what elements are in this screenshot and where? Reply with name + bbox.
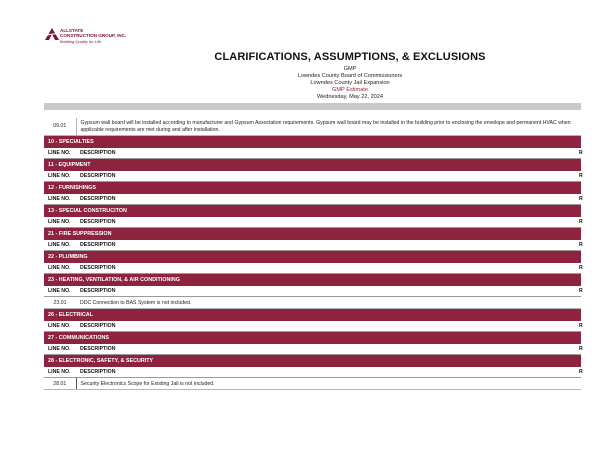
document-date: Wednesday, May 22, 2024	[316, 94, 384, 100]
column-header-row	[44, 171, 581, 182]
section-header-row	[44, 251, 581, 264]
line-no-header: LINE NO.	[44, 217, 76, 228]
section-title: 10 - SPECIALTIES	[44, 136, 581, 149]
column-header-row	[44, 240, 581, 251]
line-number: 23.01	[44, 297, 76, 309]
document-subtitle: GMP	[343, 66, 357, 72]
header-divider-band	[44, 103, 581, 110]
line-description: Security Electronics Scope for Existing Jail is not included.	[76, 378, 581, 390]
section-title: 22 - PLUMBING	[44, 251, 581, 264]
section-title: 11 - EQUIPMENT	[44, 159, 581, 172]
truncated-column-header: R	[575, 286, 581, 297]
section-header-row	[44, 332, 581, 345]
logo-tagline: Building Quality for Life	[60, 39, 102, 44]
logo-company-line1: ALLSTATE	[60, 28, 84, 33]
description-header: DESCRIPTION	[76, 367, 575, 378]
line-no-header: LINE NO.	[44, 148, 76, 159]
section-title: 12 - FURNISHINGS	[44, 182, 581, 195]
section-header-row	[44, 159, 581, 172]
truncated-column-header: R	[575, 263, 581, 274]
truncated-column-header: R	[575, 240, 581, 251]
line-description: DDC Connection to BAS System is not included.	[76, 297, 581, 309]
column-header-row	[44, 367, 581, 378]
column-header-row	[44, 321, 581, 332]
line-number: 28.01	[44, 378, 76, 390]
section-title: 26 - ELECTRICAL	[44, 309, 581, 322]
column-header-row	[44, 344, 581, 355]
company-logo	[44, 27, 134, 49]
section-title: 23 - HEATING, VENTILATION, & AIR CONDITIONING	[44, 274, 581, 287]
description-header: DESCRIPTION	[76, 240, 575, 251]
line-no-header: LINE NO.	[44, 240, 76, 251]
description-header: DESCRIPTION	[76, 171, 575, 182]
section-header-row	[44, 205, 581, 218]
truncated-column-header: R	[575, 171, 581, 182]
section-title: 21 - FIRE SUPPRESSION	[44, 228, 581, 241]
truncated-column-header: R	[575, 367, 581, 378]
section-title: 13 - SPECIAL CONSTRUCITON	[44, 205, 581, 218]
client-name: Lowndes County Board of Commissioners	[297, 73, 403, 79]
column-header-row	[44, 217, 581, 228]
table-row	[44, 378, 581, 390]
column-header-row	[44, 263, 581, 274]
section-title: 27 - COMMUNICATIONS	[44, 332, 581, 345]
line-no-header: LINE NO.	[44, 263, 76, 274]
description-header: DESCRIPTION	[76, 286, 575, 297]
line-no-header: LINE NO.	[44, 321, 76, 332]
section-header-row	[44, 182, 581, 195]
line-no-header: LINE NO.	[44, 367, 76, 378]
document-title: CLARIFICATIONS, ASSUMPTIONS, & EXCLUSIONS	[214, 51, 486, 63]
section-header-row	[44, 274, 581, 287]
section-header-row	[44, 136, 581, 149]
table-row	[44, 118, 581, 136]
description-header: DESCRIPTION	[76, 217, 575, 228]
truncated-column-header: R	[575, 321, 581, 332]
line-description: Gypsum wall board will be installed according to manufacturer and Gypsum Association requirements. Gypsum wall board may be installed in the building prior to enclosing the envelope and permanent HVAC when applicable requirements are met during and after installation.	[76, 118, 581, 136]
logo-mark-icon	[44, 27, 60, 41]
line-no-header: LINE NO.	[44, 344, 76, 355]
section-title: 28 - ELECTRONIC, SAFETY, & SECURITY	[44, 355, 581, 368]
description-header: DESCRIPTION	[76, 263, 575, 274]
line-number: 09.01	[44, 118, 76, 136]
clarifications-table	[44, 118, 581, 390]
line-no-header: LINE NO.	[44, 286, 76, 297]
truncated-column-header: R	[575, 148, 581, 159]
project-name: Lowndes County Jail Expansion	[310, 80, 390, 86]
truncated-column-header: R	[575, 217, 581, 228]
column-header-row	[44, 148, 581, 159]
table-row	[44, 297, 581, 309]
truncated-column-header: R	[575, 194, 581, 205]
estimate-type: GMP Estimate	[332, 87, 368, 93]
column-header-row	[44, 194, 581, 205]
section-header-row	[44, 228, 581, 241]
truncated-column-header: R	[575, 344, 581, 355]
section-header-row	[44, 355, 581, 368]
description-header: DESCRIPTION	[76, 194, 575, 205]
column-header-row	[44, 286, 581, 297]
logo-company-line2: CONSTRUCTION GROUP, INC.	[60, 33, 127, 38]
line-no-header: LINE NO.	[44, 171, 76, 182]
section-header-row	[44, 309, 581, 322]
line-no-header: LINE NO.	[44, 194, 76, 205]
description-header: DESCRIPTION	[76, 344, 575, 355]
description-header: DESCRIPTION	[76, 321, 575, 332]
description-header: DESCRIPTION	[76, 148, 575, 159]
